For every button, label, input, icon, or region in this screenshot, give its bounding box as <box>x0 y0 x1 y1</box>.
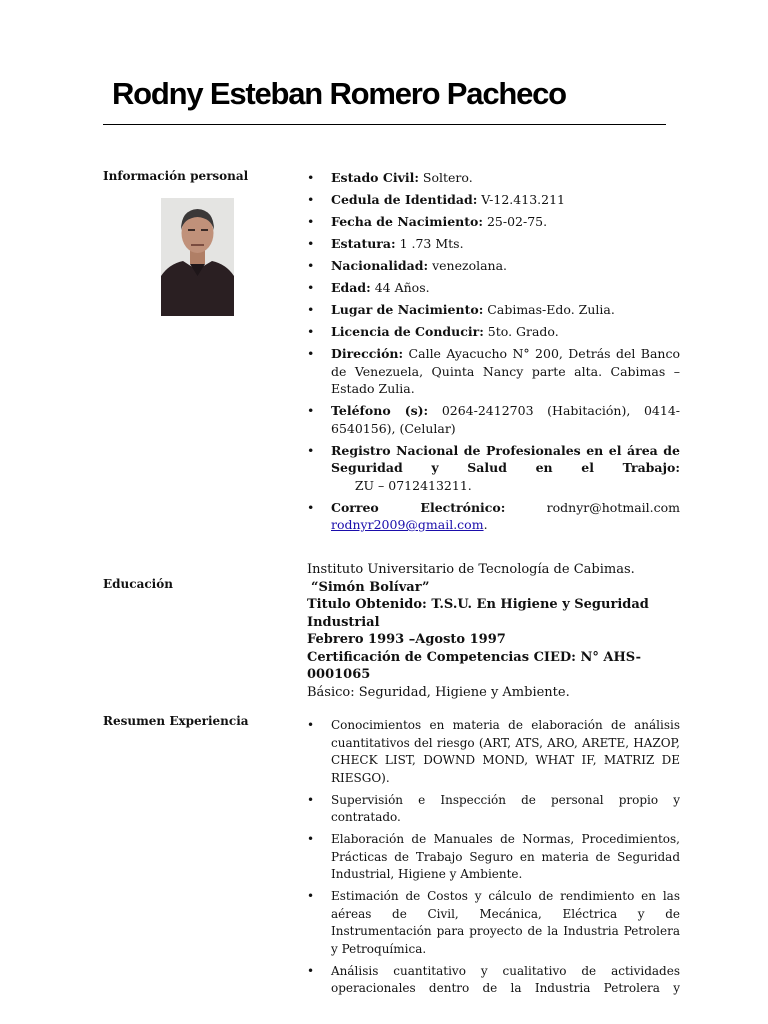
info-licencia: • Licencia de Conducir: 5to. Grado. <box>307 324 559 339</box>
education-dates: Febrero 1993 –Agosto 1997 <box>307 632 506 647</box>
info-edad: • Edad: 44 Años. <box>307 280 430 295</box>
info-correo: • Correo Electrónico: rodnyr@hotmail.com rodnyr2009@gmail.com. <box>307 499 680 532</box>
personal-info <box>307 169 680 538</box>
info-nacionalidad: • Nacionalidad: venezolana. <box>307 258 508 273</box>
info-estatura: • Estatura: 1 .73 Mts. <box>307 236 464 251</box>
info-registro: • Registro Nacional de Profesionales en el área de Seguridad y Salud en el Trabajo: ZU – 0712413211. <box>307 442 680 493</box>
experience-item: • Supervisión e Inspección de personal propio y contratado. <box>307 792 680 824</box>
education-institute: Instituto Universitario de Tecnología de Cabimas. <box>307 562 635 577</box>
section-label-experience: Resumen Experiencia <box>103 714 249 728</box>
education-degree: Titulo Obtenido: T.S.U. En Higiene y Seguridad Industrial <box>307 597 649 630</box>
info-lugar-nacimiento: • Lugar de Nacimiento: Cabimas-Edo. Zulia. <box>307 302 615 317</box>
experience-item: • Estimación de Costos y cálculo de rendimiento en las aéreas de Civil, Mecánica, Eléctrica y de Instrumentación para proyecto de la Industria Petrolera y Petroquímica. <box>307 889 680 956</box>
email-link[interactable]: rodnyr2009@gmail.com <box>331 517 484 532</box>
education-block <box>307 561 680 701</box>
education-institute-name: “Simón Bolívar” <box>311 579 430 595</box>
experience-item: • Conocimientos en materia de elaboración de análisis cuantitativos del riesgo (ART, ATS, ARO, ARETE, HAZOP, CHECK LIST, DOWND MOND, WHAT IF, MATRIZ DE RIESGO). <box>307 718 680 785</box>
title-divider <box>103 124 666 125</box>
resume-title: Rodny Esteban Romero Pacheco <box>112 76 566 111</box>
info-cedula: • Cedula de Identidad: V-12.413.211 <box>307 192 565 207</box>
experience-block <box>307 717 680 1002</box>
info-fecha-nacimiento: • Fecha de Nacimiento: 25-02-75. <box>307 214 548 229</box>
section-label-personal: Información personal <box>103 169 249 183</box>
education-basic: Básico: Seguridad, Higiene y Ambiente. <box>307 684 570 700</box>
experience-item: • Análisis cuantitativo y cualitativo de actividades operacionales dentro de la Industria Petrolera y <box>307 963 680 995</box>
info-estado-civil: • Estado Civil: Soltero. <box>307 170 473 185</box>
profile-photo <box>161 198 234 316</box>
info-telefono: • Teléfono (s): 0264-2412703 (Habitación), 0414-6540156), (Celular) <box>307 403 680 436</box>
info-direccion: • Dirección: Calle Ayacucho N° 200, Detrás del Banco de Venezuela, Quinta Nancy parte alta. Cabimas – Estado Zulia. <box>307 346 680 396</box>
experience-item: • Elaboración de Manuales de Normas, Procedimientos, Prácticas de Trabajo Seguro en materia de Seguridad Industrial, Higiene y Ambiente. <box>307 832 680 881</box>
section-label-education: Educación <box>103 577 173 591</box>
education-certification: Certificación de Competencias CIED: N° AHS-0001065 <box>307 649 642 682</box>
